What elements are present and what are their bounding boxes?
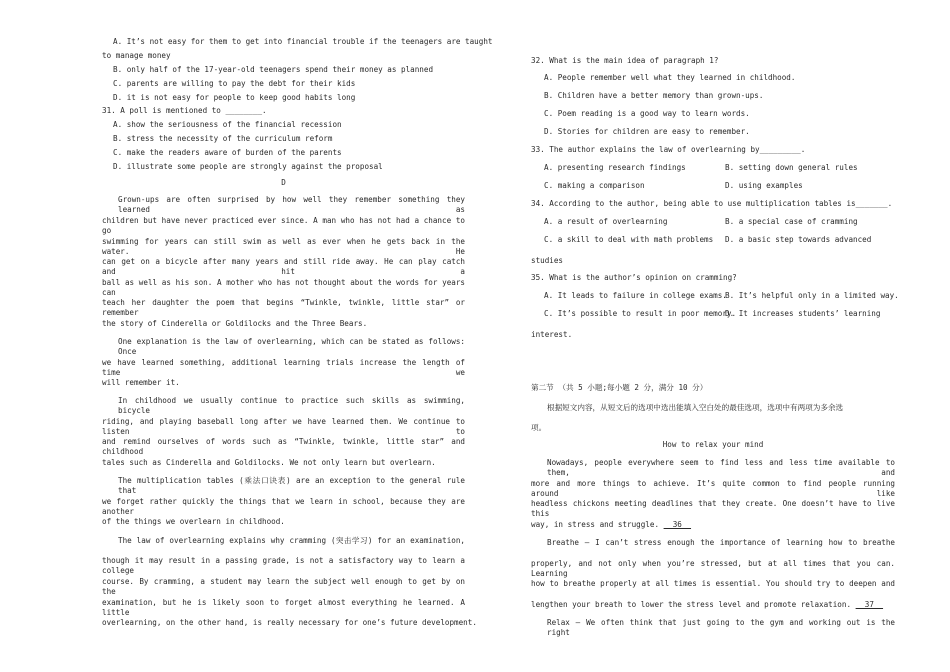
- passage-line: One explanation is the law of overlearning, which can be stated as follows: Once: [118, 337, 465, 356]
- q34-option-a: A. a result of overlearning: [544, 217, 668, 226]
- passage-line: how to breathe properly at all times is essential. You should try to deepen and: [531, 579, 895, 588]
- q34-option-d-cont: studies: [531, 256, 564, 265]
- blank-36: 36: [663, 520, 692, 529]
- q32-option-a: A. People remember well what they learned in childhood.: [544, 73, 796, 82]
- q34-option-d: D. a basic step towards advanced: [725, 235, 872, 244]
- passage-line: [531, 520, 691, 530]
- q34-option-b: B. a special case of cramming: [725, 217, 858, 226]
- instructions-line: 项。: [531, 423, 547, 432]
- section2-header: 第二节 （共 5 小题;每小题 2 分，满分 10 分）: [531, 383, 708, 392]
- passage-line: riding, and playing baseball long after we have learned them. We continue to listen to: [102, 417, 465, 436]
- passage-text: way, in stress and struggle.: [531, 520, 660, 529]
- q30-option-c: C. parents are willing to pay the debt for their kids: [113, 79, 356, 88]
- q33-option-d: D. using examples: [725, 181, 803, 190]
- q31-option-b: B. stress the necessity of the curriculum reform: [113, 134, 333, 143]
- q35-option-d-cont: interest.: [531, 330, 573, 339]
- q33-option-a: A. presenting research findings: [544, 163, 686, 172]
- q31-option-d: D. illustrate some people are strongly against the proposal: [113, 162, 383, 171]
- q30-option-a: A. It’s not easy for them to get into financial trouble if the teenagers are taught: [113, 37, 493, 46]
- q32-option-c: C. Poem reading is a good way to learn words.: [544, 109, 750, 118]
- passage-line: headless chickons meeting deadlines that they create. One doesn’t have to live this: [531, 499, 895, 518]
- q33-option-b: B. setting down general rules: [725, 163, 858, 172]
- passage-line: we have learned something, additional learning trials increase the length of time we: [102, 358, 465, 377]
- passage-line: we forget rather quickly the things that we learn in school, because they are another: [102, 497, 465, 516]
- passage-line: The multiplication tables (乘法口诀表) are an exception to the general rule that: [118, 476, 465, 495]
- passage-line: though it may result in a passing grade, is not a satisfactory way to learn a college: [102, 556, 465, 575]
- passage-line: more and more things to achieve. It’s quite common to find people running around like: [531, 479, 895, 498]
- passage-line: teach her daughter the poem that begins “Twinkle, twinkle, little star” or remember: [102, 298, 465, 317]
- blank-37: 37: [855, 600, 884, 609]
- q35-option-a: A. It leads to failure in college exams.: [544, 291, 727, 300]
- q35-stem: 35. What is the author’s opinion on cramming?: [531, 273, 737, 282]
- passage-line: Breathe — I can’t stress enough the importance of learning how to breathe: [547, 538, 895, 547]
- q30-option-a-cont: to manage money: [102, 51, 171, 60]
- passage-line: examination, but he is likely soon to forget almost everything he learned. A little: [102, 598, 465, 617]
- passage-line: of the things we overlearn in childhood.: [102, 517, 285, 526]
- passage-line: will remember it.: [102, 378, 180, 387]
- instructions-line: 根据短文内容，从短文后的选项中选出能填入空白处的最佳选项，选项中有两项为多余选: [547, 403, 844, 412]
- passage-line: can get on a bicycle after many years and still ride away. He can play catch and hit a: [102, 257, 465, 276]
- q30-option-d: D. it is not easy for people to keep good habits long: [113, 93, 356, 102]
- q35-option-b: B. It’s helpful only in a limited way.: [725, 291, 899, 300]
- passage-line: Nowadays, people everywhere seem to find less and less time available to them, and: [547, 458, 895, 477]
- q32-option-d: D. Stories for children are easy to remember.: [544, 127, 750, 136]
- q31-option-a: A. show the seriousness of the financial recession: [113, 120, 342, 129]
- q33-option-c: C. making a comparison: [544, 181, 645, 190]
- passage-line: overlearning, on the other hand, is really necessary for one’s future development.: [102, 618, 477, 627]
- q34-stem: 34. According to the author, being able to use multiplication tables is_______.: [531, 199, 893, 208]
- passage-line: course. By cramming, a student may learn the subject well enough to get by on the: [102, 577, 465, 596]
- q30-option-b: B. only half of the 17-year-old teenagers spend their money as planned: [113, 65, 434, 74]
- q32-stem: 32. What is the main idea of paragraph 1?: [531, 56, 719, 65]
- passage-line: properly, and not only when you’re stressed, but at all times that you can. Learning: [531, 559, 895, 578]
- q31-option-c: C. make the readers aware of burden of the parents: [113, 148, 342, 157]
- passage-line: and remind ourselves of words such as “Twinkle, twinkle, little star” and childhood: [102, 437, 465, 456]
- passage-line: swimming for years can still swim as well as ever when he gets back in the water. He: [102, 237, 465, 256]
- q32-option-b: B. Children have a better memory than grown-ups.: [544, 91, 764, 100]
- passage-line: [531, 600, 883, 610]
- passage-d-label: D: [281, 178, 286, 187]
- q34-option-c: C. a skill to deal with math problems: [544, 235, 714, 244]
- passage-title: How to relax your mind: [662, 440, 764, 449]
- passage-line: children but have never practiced ever since. A man who has not had a chance to go: [102, 216, 465, 235]
- passage-line: In childhood we usually continue to practice such skills as swimming, bicycle: [118, 396, 465, 415]
- passage-line: Relax — We often think that just going to the gym and working out is the right: [547, 618, 895, 637]
- passage-line: Grown-ups are often surprised by how well they remember something they learned as: [118, 195, 465, 214]
- passage-line: ball as well as his son. A mother who has not thought about the words for years can: [102, 278, 465, 297]
- q33-stem: 33. The author explains the law of overlearning by_________.: [531, 145, 806, 154]
- passage-line: tales such as Cinderella and Goldilocks. We not only learn but overlearn.: [102, 458, 436, 467]
- q35-option-c: C. It’s possible to result in poor memory.: [544, 309, 737, 318]
- passage-line: the story of Cinderella or Goldilocks and the Three Bears.: [102, 319, 368, 328]
- q31-stem: 31. A poll is mentioned to ________.: [102, 106, 267, 115]
- passage-line: The law of overlearning explains why cramming (突击学习) for an examination,: [118, 536, 465, 545]
- passage-text: lengthen your breath to lower the stress level and promote relaxation.: [531, 600, 852, 609]
- q35-option-d: D. It increases students’ learning: [725, 309, 881, 318]
